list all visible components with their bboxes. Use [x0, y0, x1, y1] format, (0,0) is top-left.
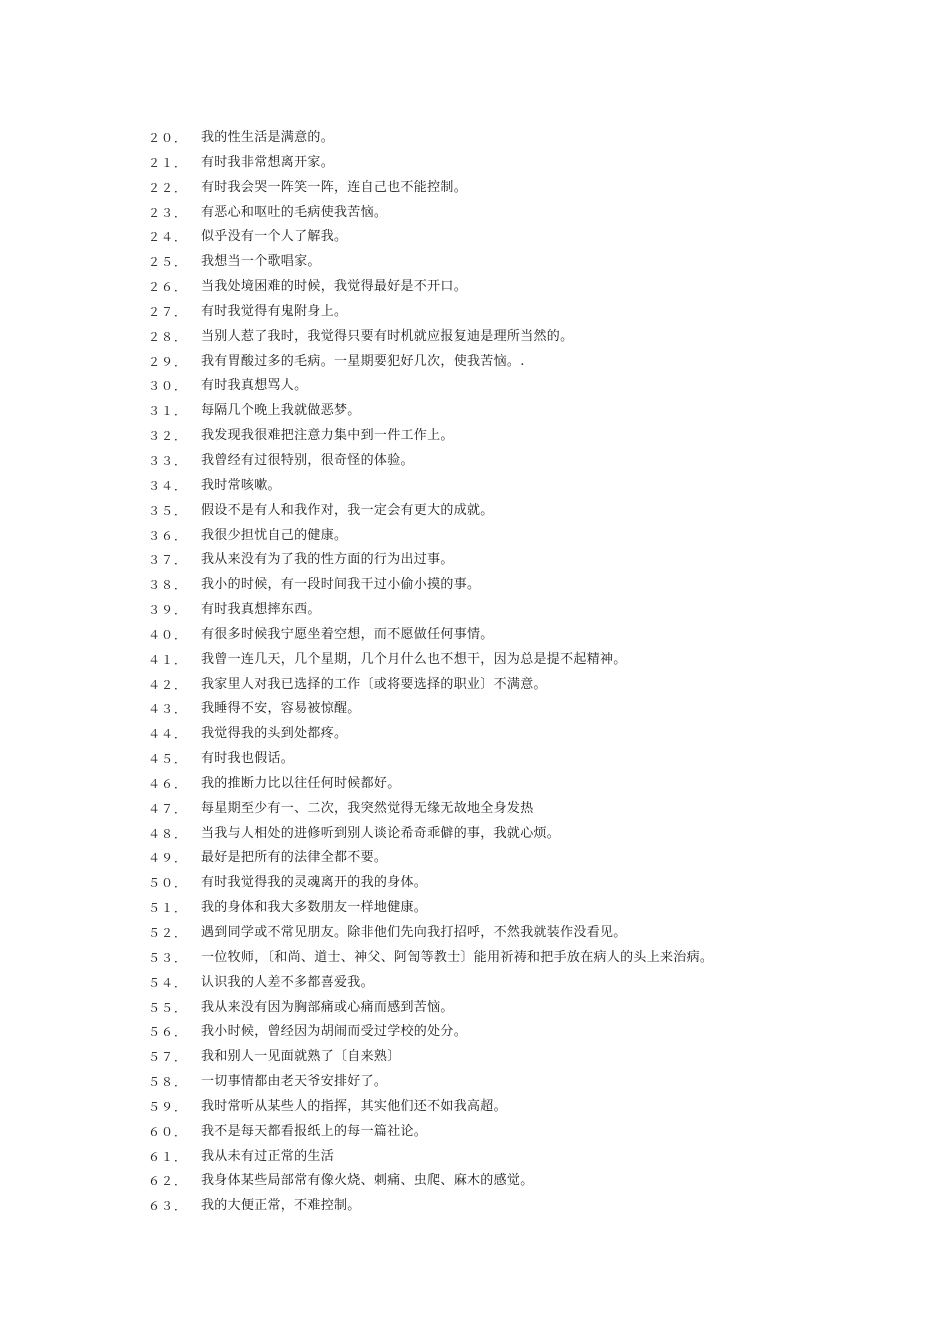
item-number: ６０．: [148, 1124, 188, 1139]
list-item: [148, 797, 908, 822]
list-item: [148, 524, 908, 549]
list-item: [148, 697, 908, 722]
list-item: [148, 201, 908, 226]
item-number: ３７．: [148, 553, 188, 568]
item-text: 一位牧师，〔和尚、道士、神父、阿訇等教士〕能用祈祷和把手放在病人的头上来治病。: [201, 949, 714, 965]
item-text: 我时常听从某些人的指挥，其实他们还不如我高超。: [201, 1098, 507, 1114]
item-text: 我有胃酸过多的毛病。一星期要犯好几次，使我苦恼。.: [201, 353, 525, 369]
item-text: 每星期至少有一、二次，我突然觉得无缘无故地全身发热: [201, 800, 534, 816]
item-text: 我小的时候，有一段时间我干过小偷小摸的事。: [201, 577, 481, 593]
item-text: 我觉得我的头到处都疼。: [201, 726, 348, 742]
list-item: [148, 846, 908, 871]
item-number: ３３．: [148, 453, 188, 468]
list-item: [148, 822, 908, 847]
item-text: 我的身体和我大多数朋友一样地健康。: [201, 900, 428, 916]
questionnaire-item-list: [148, 126, 908, 1219]
item-number: ２４．: [148, 230, 188, 245]
item-text: 遇到同学或不常见朋友。除非他们先向我打招呼，不然我就装作没看见。: [201, 925, 627, 940]
list-item: [148, 250, 908, 275]
item-text: 我睡得不安，容易被惊醒。: [201, 701, 361, 717]
list-item: [148, 424, 908, 449]
item-number: ４１．: [148, 652, 188, 667]
item-number: ５５．: [148, 1000, 188, 1015]
item-text: 我不是每天都看报纸上的每一篇社论。: [201, 1123, 428, 1139]
list-item: [148, 151, 908, 176]
list-item: [148, 325, 908, 350]
item-text: 我的大便正常，不难控制。: [201, 1198, 361, 1214]
item-text: 每隔几个晚上我就做恶梦。: [201, 403, 361, 419]
list-item: [148, 275, 908, 300]
item-number: ４４．: [148, 727, 188, 742]
item-text: 我的性生活是满意的。: [201, 130, 335, 145]
item-number: ２２．: [148, 180, 188, 195]
item-text: 有时我觉得我的灵魂离开的我的身体。: [201, 875, 428, 891]
item-text: 当别人惹了我时，我觉得只要有时机就应报复迪是理所当然的。: [201, 328, 574, 344]
list-item: [148, 374, 908, 399]
item-text: 有时我会哭一阵笑一阵，连自己也不能控制。: [201, 179, 468, 195]
item-number: ３１．: [148, 404, 188, 419]
list-item: [148, 126, 908, 151]
item-text: 似乎没有一个人了解我。: [201, 229, 348, 245]
list-item: [148, 648, 908, 673]
item-number: ４６．: [148, 776, 188, 791]
list-item: [148, 896, 908, 921]
item-number: ５２．: [148, 926, 188, 940]
item-text: 我家里人对我已选择的工作〔或将要选择的职业〕不满意。: [201, 676, 547, 692]
item-text: 有时我觉得有鬼附身上。: [201, 303, 348, 319]
item-text: 我曾一连几天，几个星期，几个月什么也不想干，因为总是提不起精神。: [201, 651, 627, 667]
item-number: ５４．: [148, 975, 188, 990]
item-number: ２３．: [148, 205, 188, 220]
list-item: [148, 548, 908, 573]
list-item: [148, 1095, 908, 1120]
list-item: [148, 225, 908, 250]
item-number: ３２．: [148, 429, 188, 444]
list-item: [148, 1194, 908, 1219]
list-item: [148, 1169, 908, 1194]
item-number: ２５．: [148, 255, 188, 270]
list-item: [148, 1120, 908, 1145]
item-number: ２６．: [148, 280, 188, 295]
item-number: ３９．: [148, 603, 188, 618]
list-item: [148, 1145, 908, 1170]
item-text: 我从未有过正常的生活: [201, 1148, 335, 1164]
list-item: [148, 971, 908, 996]
list-item: [148, 1070, 908, 1095]
item-number: ６２．: [148, 1174, 188, 1189]
list-item: [148, 399, 908, 424]
item-text: 我想当一个歌唱家。: [201, 254, 321, 270]
item-text: 我从来没有为了我的性方面的行为出过事。: [201, 552, 454, 568]
item-number: ３５．: [148, 503, 188, 518]
list-item: [148, 176, 908, 201]
item-number: ５３．: [148, 950, 188, 965]
item-text: 有恶心和呕吐的毛病使我苦恼。: [201, 204, 388, 220]
item-number: ３０．: [148, 379, 188, 394]
item-text: 我身体某些局部常有像火烧、刺痛、虫爬、麻木的感觉。: [201, 1173, 534, 1189]
list-item: [148, 1020, 908, 1045]
list-item: [148, 996, 908, 1021]
item-number: ２０．: [148, 131, 188, 145]
item-text: 我曾经有过很特别，很奇怪的体验。: [201, 452, 414, 468]
item-number: ５８．: [148, 1075, 188, 1090]
item-number: ３６．: [148, 528, 188, 543]
item-text: 有很多时候我宁愿坐着空想，而不愿做任何事情。: [201, 626, 494, 642]
list-item: [148, 1045, 908, 1070]
item-text: 我和别人一见面就熟了〔自来熟〕: [201, 1049, 401, 1065]
item-number: ３８．: [148, 578, 188, 593]
list-item: [148, 623, 908, 648]
item-number: ２８．: [148, 329, 188, 344]
item-number: ４７．: [148, 801, 188, 816]
list-item: [148, 921, 908, 946]
list-item: [148, 747, 908, 772]
item-number: ４９．: [148, 851, 188, 866]
list-item: [148, 722, 908, 747]
item-text: 当我与人相处的进修听到别人谈论希奇乖僻的事，我就心烦。: [201, 825, 561, 841]
item-text: 有时我也假话。: [201, 751, 295, 767]
item-number: ３４．: [148, 478, 188, 493]
item-text: 我从来没有因为胸部痛或心痛而感到苦恼。: [201, 999, 454, 1015]
item-number: ４２．: [148, 677, 188, 692]
item-text: 我小时候，曾经因为胡闹而受过学校的处分。: [201, 1024, 468, 1040]
item-text: 当我处境困难的时候，我觉得最好是不开口。: [201, 279, 468, 295]
list-item: [148, 300, 908, 325]
list-item: [148, 499, 908, 524]
list-item: [148, 449, 908, 474]
item-number: ２１．: [148, 155, 188, 170]
list-item: [148, 673, 908, 698]
list-item: [148, 772, 908, 797]
list-item: [148, 350, 908, 375]
item-number: ５９．: [148, 1099, 188, 1114]
item-number: ２９．: [148, 354, 188, 369]
item-text: 最好是把所有的法律全都不要。: [201, 850, 388, 866]
item-text: 我发现我很难把注意力集中到一件工作上。: [201, 428, 454, 444]
item-number: ５１．: [148, 901, 188, 916]
list-item: [148, 573, 908, 598]
list-item: [148, 598, 908, 623]
list-item: [148, 474, 908, 499]
list-item: [148, 946, 908, 971]
item-number: ２７．: [148, 304, 188, 319]
item-text: 我时常咳嗽。: [201, 477, 281, 493]
item-number: ４８．: [148, 826, 188, 841]
item-number: ４０．: [148, 627, 188, 642]
item-text: 我很少担忧自己的健康。: [201, 527, 348, 543]
item-text: 有时我真想骂人。: [201, 378, 308, 394]
item-text: 有时我真想摔东西。: [201, 602, 321, 618]
item-text: 有时我非常想离开家。: [201, 154, 335, 170]
item-number: ４５．: [148, 752, 188, 767]
item-text: 认识我的人差不多都喜爱我。: [201, 974, 374, 990]
item-text: 我的推断力比以往任何时候都好。: [201, 775, 401, 791]
item-number: ４３．: [148, 702, 188, 717]
item-number: ５６．: [148, 1025, 188, 1040]
item-number: ６１．: [148, 1149, 188, 1164]
item-text: 假设不是有人和我作对，我一定会有更大的成就。: [201, 502, 494, 518]
item-text: 一切事情都由老天爷安排好了。: [201, 1074, 388, 1090]
item-number: ５７．: [148, 1050, 188, 1065]
item-number: ６３．: [148, 1199, 188, 1214]
item-number: ５０．: [148, 876, 188, 891]
list-item: [148, 871, 908, 896]
